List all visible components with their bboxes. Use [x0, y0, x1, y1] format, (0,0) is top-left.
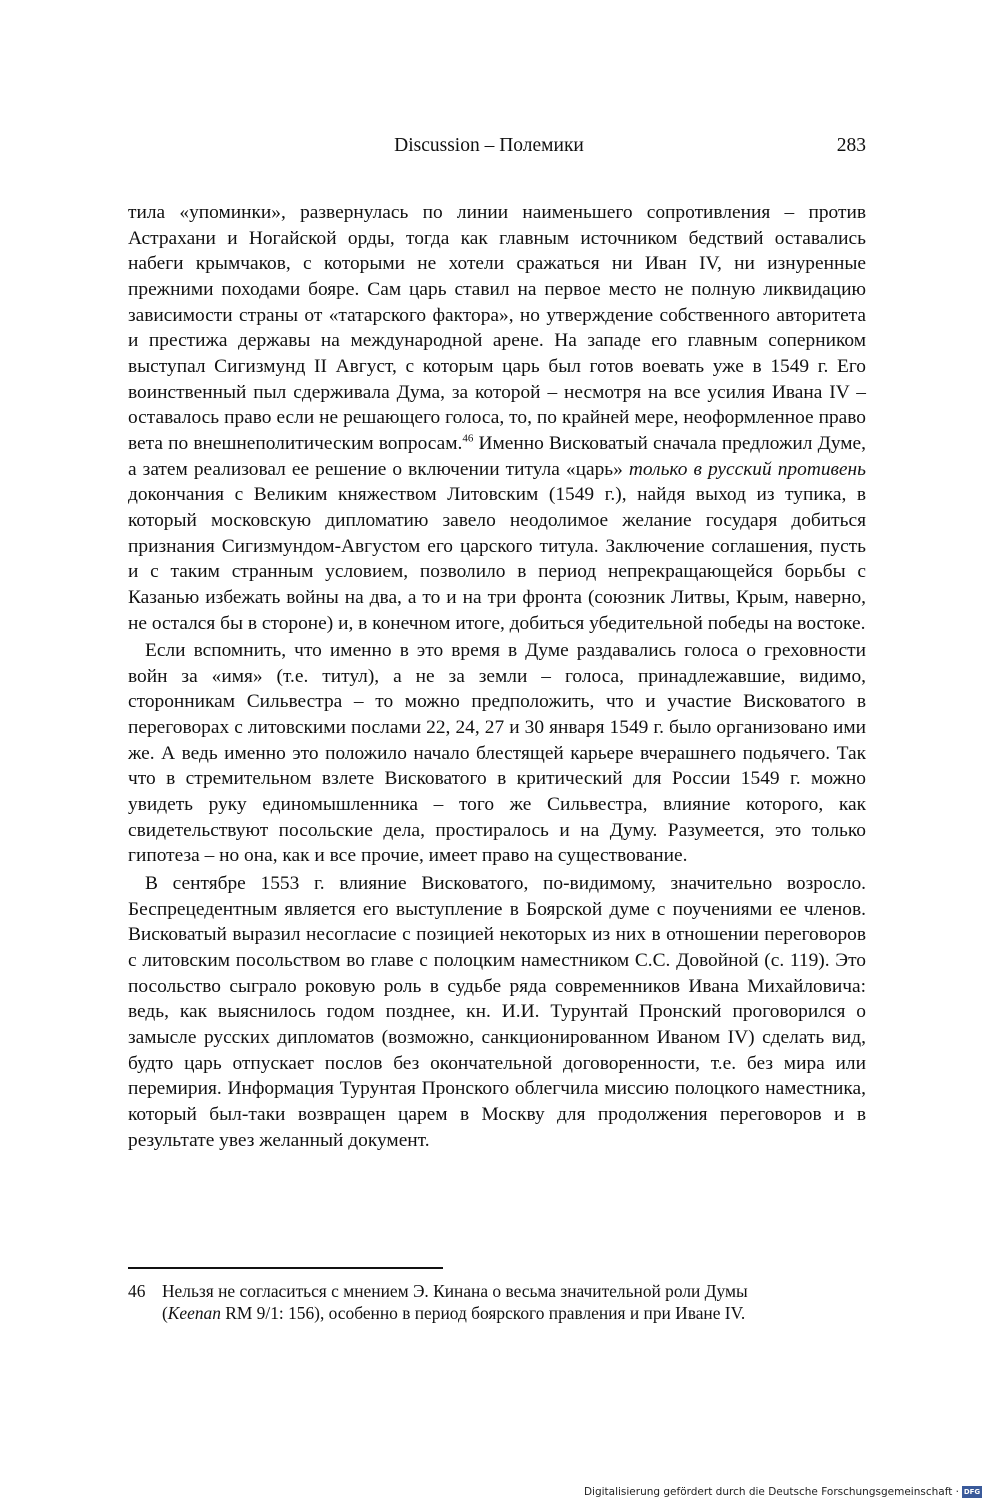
footnote-text-line-2 [128, 1302, 866, 1324]
body-text [128, 200, 866, 1153]
paragraph-3: В сентябре 1553 г. влияние Висковатого, по-видимому, значительно возросло. Беспрецедентным является его выступление в Боярской думе с поучениями ее членов. Висковатый выразил несогласие с позицией некоторых из них в отношении переговоров с литовским посольством во главе с полоцким наместником С.С. Довойной (с. 119). Это посольство сыграло роковую роль в судьбе ряда современников Ивана Михайловича: ведь, как выяснилось годом позднее, кн. И.И. Турунтай Пронский проговорился о замысле русских дипломатов (возможно, санкционированном Иваном IV) сделать вид, будто царь отпускает послов без окончательной договоренности, т.е. без мира или перемирия. Информация Турунтая Пронского облегчила миссию полоцкого наместника, который был-таки возвращен царем в Москву для продолжения переговоров и в результате увез желанный документ. [128, 873, 866, 1151]
paragraph-1-part-a: тила «упоминки», развернулась по линии наименьшего сопротивления – против Астрахани и Ногайской орды, тогда как главным источником бедствий оставались набеги крымчаков, с которыми не хотели сражаться ни Иван IV, ни изнуренные прежними походами бояре. Сам царь ставил на первое место не полную ликвидацию зависимости страны от «татарского фактора», но утверждение собственного авторитета и престижа державы на международной арене. На западе его главным соперником выступал Сигизмунд II Август, с которым царь был готов воевать уже в 1549 г. Его воинственный пыл сдерживала Дума, за которой – несмотря на все усилия Ивана IV – оставалось право если не решающего голоса, то, по крайней мере, неоформленное право вета по внешнеполитическим вопросам. [128, 202, 866, 454]
footnote-46 [128, 1280, 866, 1324]
footnote-author: Keenan [167, 1303, 221, 1323]
paragraph-1 [128, 200, 866, 636]
paragraph-2: Если вспомнить, что именно в это время в Думе раздавались голоса о греховности войн за «имя» (т.е. титул), а не за земли – голоса, принадлежавшие, видимо, сторонникам Сильвестра – то можно предположить, что и участие Висковатого в переговорах с литовскими послами 22, 24, 27 и 30 января 1549 г. было организовано ими же. А ведь именно это положило начало блестящей карьере вчерашнего подьячего. Так что в стремительном взлете Висковатого в критический для России 1549 г. можно увидеть руку единомышленника – того же Сильвестра, влияние которого, как свидетельствуют посольские дела, простиралось и на Думу. Разумеется, это только гипотеза – но она, как и все прочие, имеет право на существование. [128, 640, 866, 867]
paragraph-1-part-c: докончания с Великим княжеством Литовским (1549 г.), найдя выход из тупика, в который московскую дипломатию завело неодолимое желание государя добиться признания Сигизмундом-Августом его царского титула. Заключение соглашения, пусть и с таким странным условием, позволило в период непрекращающейся борьбы с Казанью избежать войны на два, а то и на три фронта (союзник Литвы, Крым, наверно, не остался бы в стороне) и, в конечном итоге, добиться убедительной победы на востоке. [128, 484, 866, 634]
footnote-ref-46[interactable]: 46 [462, 432, 474, 445]
digitization-notice [584, 1485, 982, 1499]
running-head-title: Discussion – Полемики [394, 135, 584, 156]
footnote-divider [128, 1267, 443, 1269]
paragraph-1-emphasis: только в русский противень [628, 458, 866, 480]
footnote-open-paren: ( [162, 1303, 168, 1323]
footnote-number: 46 [128, 1281, 146, 1301]
paragraph-1-part-b: Именно Висковатый сначала предложил Думе, а затем реализовал ее решение о включении титула «царь» [128, 432, 866, 480]
footnote-citation: RM 9/1: 156), особенно в период боярского правления и при Иване IV. [220, 1303, 746, 1323]
dfg-logo-icon: DFG [963, 1488, 981, 1496]
page-number: 283 [836, 135, 866, 156]
digitization-text: Digitalisierung gefördert durch die Deutsche Forschungsgemeinschaft · [583, 1486, 959, 1498]
running-head [128, 132, 866, 160]
footnote-text-line-1: Нельзя не согласиться с мнением Э. Кинана о весьма значительной роли Думы [162, 1281, 748, 1301]
